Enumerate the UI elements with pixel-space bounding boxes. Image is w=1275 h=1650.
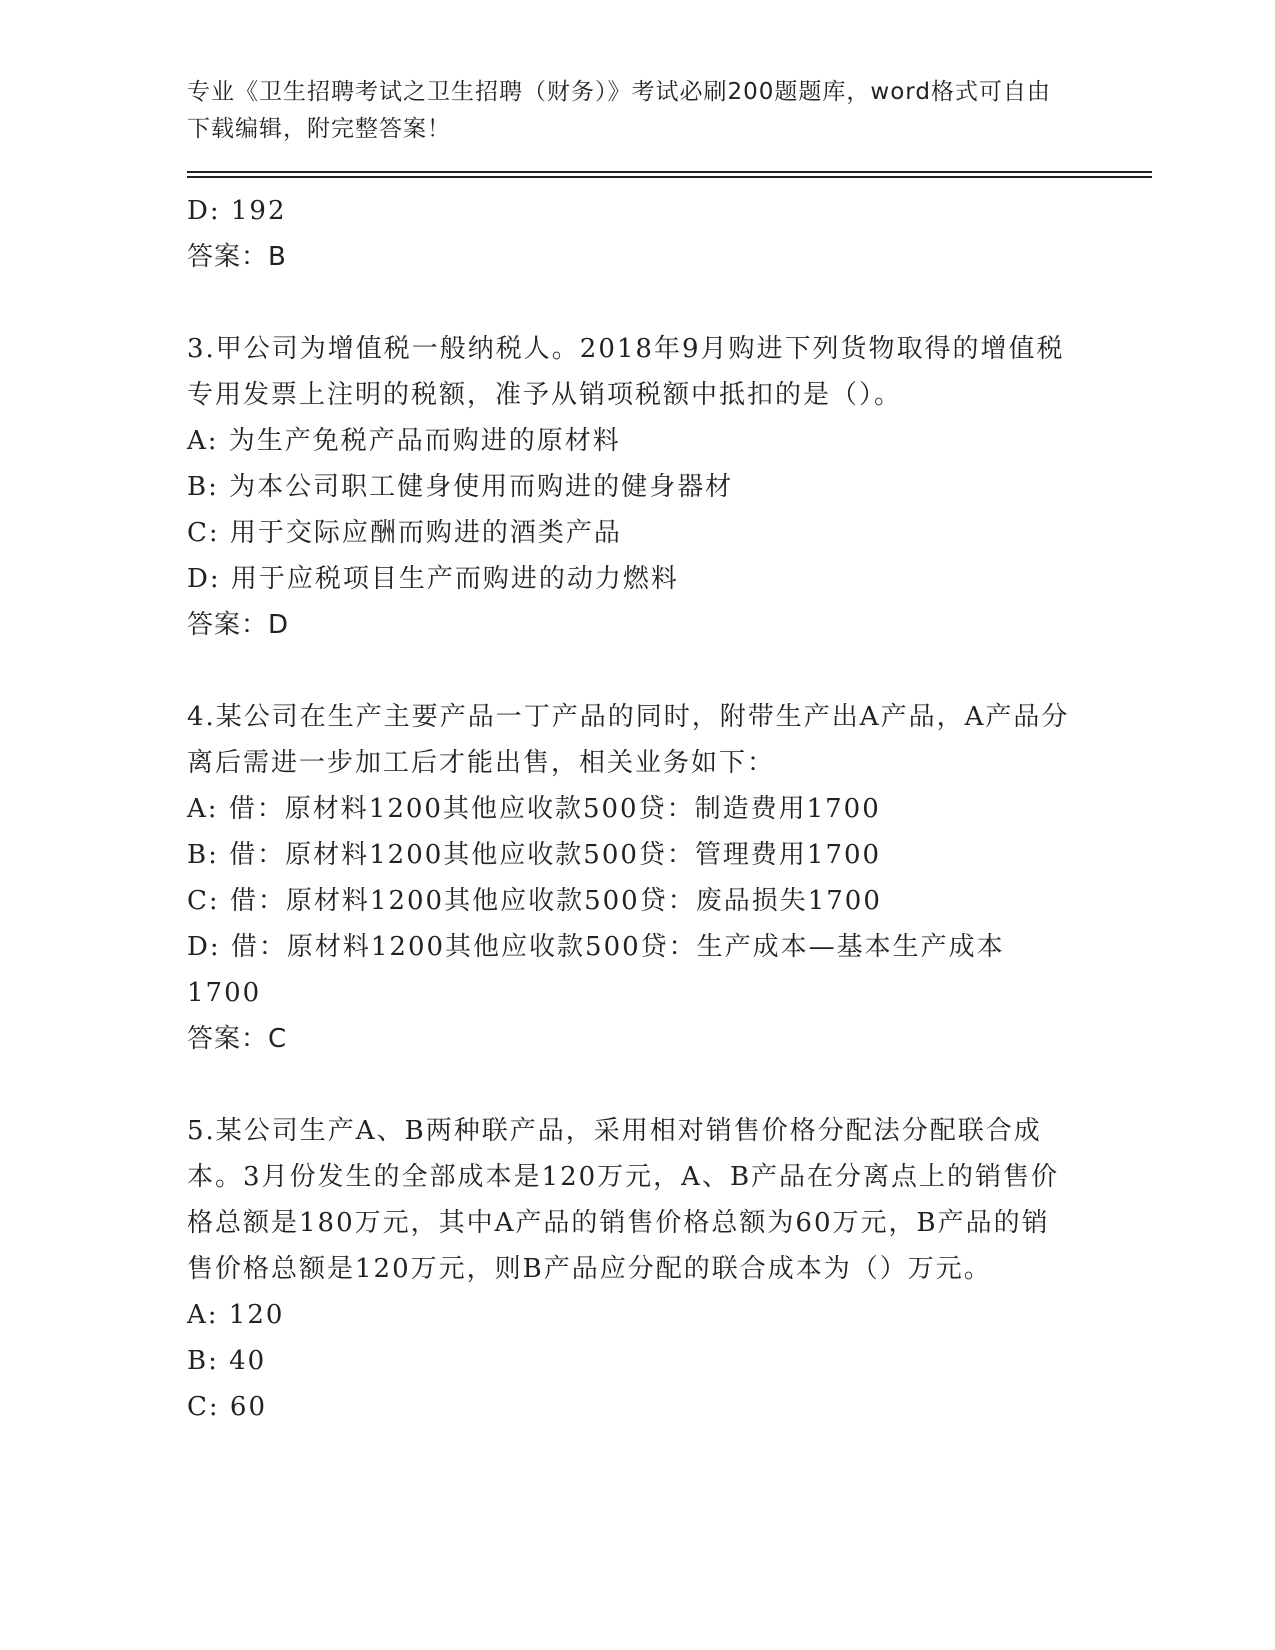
question-5 — [187, 1108, 1077, 1430]
option-a: A: 为生产免税产品而购进的原材料 — [187, 426, 621, 456]
option-b: B: 借：原材料1200其他应收款500贷：管理费用1700 — [187, 840, 882, 870]
answer-line: 答案：C — [187, 1024, 288, 1054]
previous-question-tail — [187, 188, 1077, 280]
header-divider-bottom — [187, 176, 1152, 178]
header-divider-top — [187, 171, 1152, 173]
answer-line: 答案：D — [187, 610, 290, 640]
option-d: D: 借：原材料1200其他应收款500贷：生产成本—基本生产成本1700 — [187, 932, 1005, 1008]
option-a: A: 借：原材料1200其他应收款500贷：制造费用1700 — [187, 794, 881, 824]
question-3 — [187, 326, 1077, 648]
question-stem: 3.甲公司为增值税一般纳税人。2018年9月购进下列货物取得的增值税专用发票上注明的税额，准予从销项税额中抵扣的是（）。 — [187, 334, 1065, 410]
option-c: C: 60 — [187, 1392, 268, 1422]
page-header — [187, 74, 1067, 148]
option-b: B: 为本公司职工健身使用而购进的健身器材 — [187, 472, 734, 502]
option-d: D: 192 — [187, 196, 287, 226]
header-text: 专业《卫生招聘考试之卫生招聘（财务）》考试必刷200题题库，word格式可自由下载编辑，附完整答案！ — [187, 79, 1051, 142]
option-d: D: 用于应税项目生产而购进的动力燃料 — [187, 564, 679, 594]
option-b: B: 40 — [187, 1346, 267, 1376]
document-body — [187, 188, 1077, 1430]
question-4 — [187, 694, 1077, 1062]
question-stem: 5.某公司生产A、B两种联产品，采用相对销售价格分配法分配联合成本。3月份发生的全部成本是120万元，A、B产品在分离点上的销售价格总额是180万元，其中A产品的销售价格总额为60万元，B产品的销售价格总额是120万元，则B产品应分配的联合成本为（）万元。 — [187, 1116, 1060, 1284]
option-a: A: 120 — [187, 1300, 285, 1330]
answer-line: 答案：B — [187, 242, 287, 272]
option-c: C: 用于交际应酬而购进的酒类产品 — [187, 518, 622, 548]
question-stem: 4.某公司在生产主要产品一丁产品的同时，附带生产出A产品，A产品分离后需进一步加工后才能出售，相关业务如下： — [187, 702, 1070, 778]
option-c: C: 借：原材料1200其他应收款500贷：废品损失1700 — [187, 886, 882, 916]
